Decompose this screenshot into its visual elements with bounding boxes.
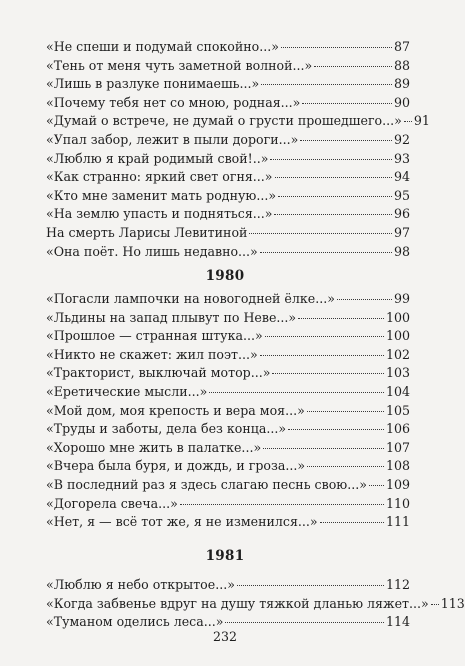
dot-leader [307,466,384,467]
toc-entry-page: 96 [393,206,410,222]
toc-entry-page: 92 [393,131,410,147]
toc-entry [46,112,430,131]
dot-leader [237,585,384,586]
section-heading-1981: 1981 [205,548,245,564]
toc-entry [46,243,410,262]
toc-entry-title: «В последний раз я здесь слагаю песнь свою...» [46,476,367,492]
toc-entry [46,38,410,57]
toc-entry [46,131,410,150]
toc-entry-title: На смерть Ларисы Левитиной [46,224,248,240]
toc-entry [46,364,410,383]
toc-entry-title: «Туманом оделись леса...» [46,614,224,630]
dot-leader [261,84,392,85]
toc-entry-page: 103 [385,365,410,381]
toc-entry-title: «Она поёт. Но лишь недавно...» [46,243,258,259]
toc-entry-page: 95 [393,187,410,203]
toc-entry-title: «Думай о встрече, не думай о грусти прошедшего...» [46,113,402,129]
dot-leader [275,177,392,178]
toc-entry [46,205,410,224]
toc-entry-title: «Не спеши и подумай спокойно...» [46,39,279,54]
toc-entry-title: «Почему тебя нет со мною, родная...» [46,94,301,110]
toc-entry-page: 102 [385,346,410,362]
toc-entry [46,383,410,402]
toc-entry-title: «На землю упасть и подняться...» [46,206,273,222]
toc-entry-title: «Догорела свеча...» [46,495,178,511]
toc-entry-page: 106 [385,421,410,437]
toc-entry-page: 112 [385,577,410,592]
toc-section-1981 [46,576,465,632]
toc-entry-page: 91 [413,113,430,129]
dot-leader [369,485,384,486]
dot-leader [274,214,391,215]
toc-entry-page: 107 [385,439,410,455]
toc-entry-page: 99 [393,291,410,306]
dot-leader [249,233,392,234]
dot-leader [260,355,384,356]
toc-entry-page: 90 [393,94,410,110]
dot-leader [225,622,384,623]
toc-entry-title: «Хорошо мне жить в палатке...» [46,439,262,455]
toc-entry [46,94,410,113]
toc-entry [46,290,410,309]
toc-entry-title: «Нет, я — всё тот же, я не изменился...» [46,514,318,530]
toc-entry [46,346,410,365]
dot-leader [404,121,412,122]
toc-entry-title: «Прошлое — странная штука...» [46,328,263,344]
page-number: 232 [212,629,238,644]
section-heading-1980: 1980 [205,268,245,284]
toc-entry-page: 89 [393,76,410,92]
toc-entry [46,476,410,495]
toc-entry-page: 110 [385,495,410,511]
toc-entry [46,495,410,514]
toc-entry-title: «Мой дом, моя крепость и вера моя...» [46,402,305,418]
toc-entry-page: 98 [393,243,410,259]
dot-leader [272,373,383,374]
dot-leader [278,196,392,197]
toc-entry-page: 113 [440,595,465,611]
toc-entry-page: 108 [385,458,410,474]
dot-leader [209,392,384,393]
toc-entry-page: 104 [385,383,410,399]
toc-entry-title: «Еретические мысли...» [46,383,208,399]
toc-entry-title: «Люблю я край родимый свой!..» [46,150,269,166]
dot-leader [337,299,392,300]
toc-entry-page: 87 [393,39,410,54]
toc-entry [46,187,410,206]
toc-entry-page: 93 [393,150,410,166]
dot-leader [298,318,384,319]
toc-entry [46,75,410,94]
toc-entry [46,224,410,243]
dot-leader [260,252,392,253]
toc-entry-page: 88 [393,57,410,73]
toc-entry-page: 114 [385,614,410,630]
toc-entry [46,420,410,439]
toc-entry [46,57,410,76]
dot-leader [431,604,439,605]
toc-entry-title: «Когда забвенье вдруг на душу тяжкой дланью ляжет...» [46,595,429,611]
toc-entry-title: «Тракторист, выключай мотор...» [46,365,271,381]
toc-entry-page: 111 [385,514,410,530]
toc-entry [46,150,410,169]
dot-leader [263,448,384,449]
toc-entry-title: «Погасли лампочки на новогодней ёлке...» [46,291,335,306]
toc-entry-title: «Как странно: яркий свет огня...» [46,169,273,185]
toc-entry-page: 100 [385,328,410,344]
toc-entry [46,513,410,532]
toc-section-1980 [46,290,410,532]
toc-entry [46,402,410,421]
dot-leader [302,103,392,104]
toc-entry-title: «Люблю я небо открытое...» [46,577,235,592]
dot-leader [288,429,384,430]
toc-entry-title: «Вчера была буря, и дождь, и гроза...» [46,458,306,474]
toc-entry-page: 97 [393,224,410,240]
toc-entry-title: «Тень от меня чуть заметной волной...» [46,57,313,73]
dot-leader [320,522,384,523]
toc-entry-title: «Труды и заботы, дела без конца...» [46,421,287,437]
toc-entry-title: «Кто мне заменит мать родную...» [46,187,277,203]
dot-leader [314,66,392,67]
toc-entry [46,576,410,595]
toc-entry-title: «Никто не скажет: жил поэт...» [46,346,258,362]
toc-entry [46,457,410,476]
dot-leader [265,336,384,337]
toc-entry-title: «Льдины на запад плывут по Неве...» [46,309,297,325]
dot-leader [270,159,392,160]
toc-entry [46,595,465,614]
dot-leader [180,504,384,505]
toc-entry-title: «Упал забор, лежит в пыли дороги...» [46,131,299,147]
toc-entry [46,168,410,187]
toc-entry [46,327,410,346]
dot-leader [281,47,392,48]
dot-leader [307,411,384,412]
toc-entry-page: 105 [385,402,410,418]
toc-section-before-1980 [46,38,430,261]
toc-entry [46,309,410,328]
dot-leader [300,140,392,141]
toc-entry-page: 100 [385,309,410,325]
toc-entry-page: 109 [385,476,410,492]
toc-entry [46,439,410,458]
toc-entry-page: 94 [393,169,410,185]
toc-entry-title: «Лишь в разлуке понимаешь...» [46,76,260,92]
